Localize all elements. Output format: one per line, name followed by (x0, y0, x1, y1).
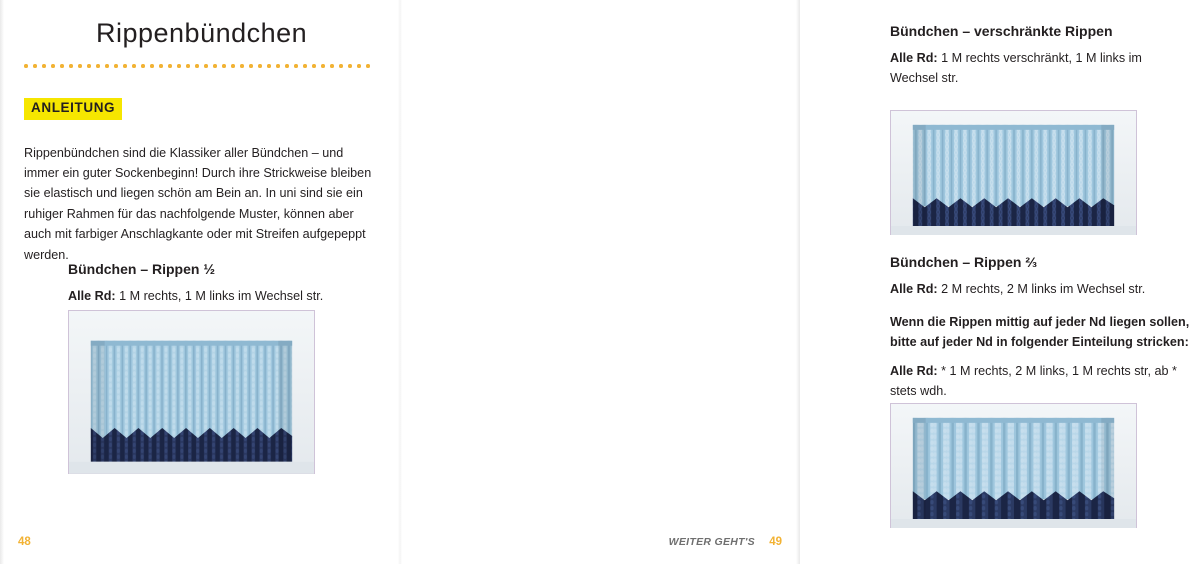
knitting-swatch-illustration (69, 311, 314, 474)
section-instruction (68, 287, 378, 307)
book-gutter (398, 0, 402, 564)
right-page (400, 0, 1190, 564)
instruction-label: Alle Rd: (68, 289, 116, 304)
instruction-text: 1 M rechts, 1 M links im Wechsel str. (115, 289, 324, 304)
section-note (890, 313, 1190, 353)
section-heading: Bündchen – Rippen ½ (68, 261, 216, 277)
section-rippen-1-1 (68, 260, 378, 307)
section-rippen-2-2 (890, 253, 1190, 402)
intro-paragraph: Rippenbündchen sind die Klassiker aller Bündchen – und immer ein guter Sockenbeginn! Durch ihre Strickweise bleiben sie elastisch und liegen schön am Bein an. In uni sind sie ein ruhiger Rahmen für das nachfolgende Muster, können aber auch mit farbiger Anschlagkante oder mit Streifen aufgepeppt werden. (24, 145, 372, 262)
page-number-right: 49 (769, 536, 782, 548)
decorative-dot-divider (24, 62, 376, 70)
photo-rippen-2-2 (890, 403, 1137, 528)
instruction2-text: * 1 M rechts, 2 M links, 1 M rechts str, ab * stets wdh. (890, 363, 1177, 398)
section-instruction (890, 49, 1190, 89)
page-edge-shadow-right (796, 0, 800, 564)
section-heading: Bündchen – Rippen ⅔ (890, 254, 1038, 270)
instruction-text: 2 M rechts, 2 M links im Wechsel str. (937, 282, 1146, 297)
anleitung-badge: ANLEITUNG (24, 98, 122, 120)
page-edge-shadow-left (0, 0, 4, 564)
section-instruction-2 (890, 362, 1190, 402)
photo-verschraenkte-rippen (890, 110, 1137, 235)
instruction-label: Alle Rd: (890, 51, 938, 66)
instruction-text: 1 M rechts verschränkt, 1 M links im Wechsel str. (890, 51, 1142, 86)
instruction2-label: Alle Rd: (890, 363, 938, 378)
section-instruction (890, 280, 1190, 300)
page-title: Rippenbündchen (96, 18, 308, 48)
photo-rippen-1-1 (68, 310, 315, 474)
left-page (0, 0, 400, 564)
knitting-swatch-illustration (891, 111, 1136, 235)
section-verschraenkte-rippen (890, 22, 1190, 89)
section-heading: Bündchen – verschränkte Rippen (890, 23, 1113, 39)
note-text: Wenn die Rippen mittig auf jeder Nd liegen sollen, bitte auf jeder Nd in folgender Einteilung stricken: (890, 315, 1190, 349)
knitting-swatch-illustration (891, 404, 1136, 528)
chapter-footer-label: WEITER GEHT'S (668, 536, 755, 548)
instruction-label: Alle Rd: (890, 282, 938, 297)
page-number-left: 48 (18, 536, 31, 548)
